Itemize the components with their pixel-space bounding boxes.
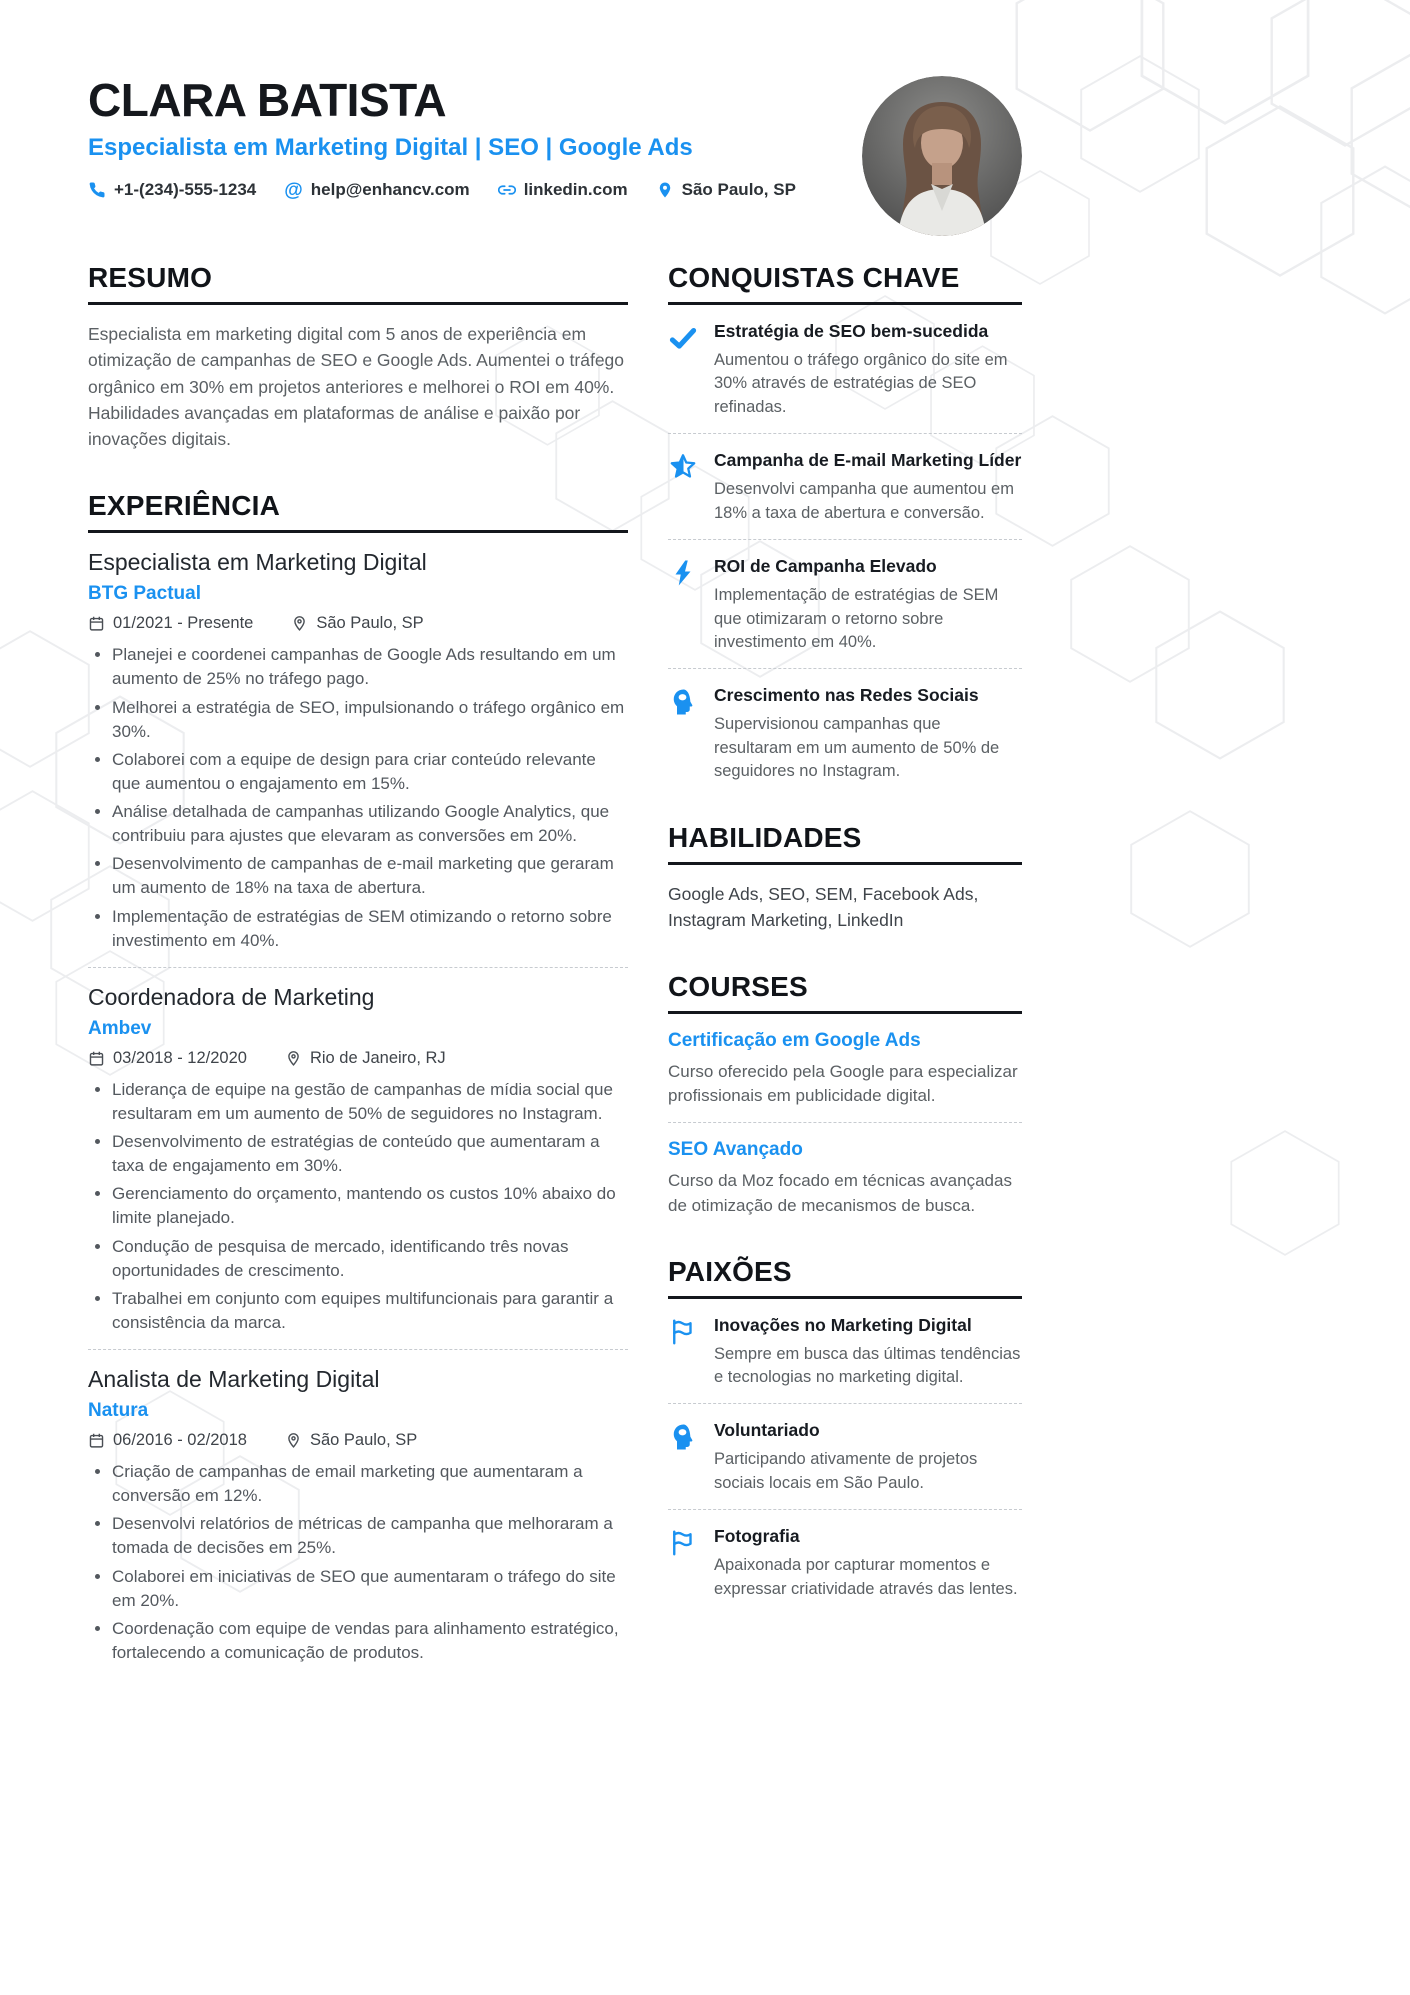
passion-separator xyxy=(668,1403,1022,1404)
resumo-heading: RESUMO xyxy=(88,262,628,305)
contact-email-text: help@enhancv.com xyxy=(310,180,470,200)
achievement-title: Campanha de E-mail Marketing Líder xyxy=(714,450,1022,471)
bullet-item: • Liderança de equipe na gestão de campanhas de mídia social que resultaram em um aumento de 50% de seguidores no Instagram. xyxy=(112,1078,628,1126)
job-bullets xyxy=(88,643,628,953)
course-title: SEO Avançado xyxy=(668,1139,803,1161)
job-bullets xyxy=(88,1078,628,1335)
passion-desc: Participando ativamente de projetos sociais locais em São Paulo. xyxy=(714,1450,978,1492)
bolt-icon xyxy=(668,558,698,588)
flag-icon xyxy=(668,1528,698,1558)
job-entry xyxy=(88,549,628,953)
check-icon xyxy=(668,323,698,353)
star-icon xyxy=(668,452,698,482)
habilidades-heading: HABILIDADES xyxy=(668,822,1022,865)
job-location xyxy=(291,614,423,633)
passion-item xyxy=(668,1526,1022,1601)
pin-icon xyxy=(285,1432,302,1449)
course-title: Certificação em Google Ads xyxy=(668,1030,921,1052)
pin-icon xyxy=(285,1050,302,1067)
hexagon-shape xyxy=(1230,1130,1340,1256)
job-dates-text: 06/2016 - 02/2018 xyxy=(113,1431,247,1449)
contact-phone[interactable] xyxy=(88,180,256,200)
bullet-item: • Desenvolvimento de campanhas de e-mail marketing que geraram um aumento de 18% na taxa de abertura. xyxy=(112,852,628,900)
section-conquistas xyxy=(668,262,1022,784)
resumo-text: Especialista em marketing digital com 5 anos de experiência em otimização de campanhas de SEO e Google Ads. Aumentei o tráfego orgânico em 30% em projetos anteriores e melhorei o ROI em 40%. Habilidades avançadas em plataformas de análise e paixão por inovações digitais. xyxy=(88,324,625,449)
job-meta xyxy=(88,1431,628,1450)
contact-email[interactable] xyxy=(284,180,469,200)
right-column xyxy=(668,262,1022,1703)
bullet-item: • Coordenação com equipe de vendas para alinhamento estratégico, fortalecendo a comunicação de produtos. xyxy=(112,1617,628,1665)
job-title: Analista de Marketing Digital xyxy=(88,1366,380,1392)
job-bullets xyxy=(88,1460,628,1665)
bullet-item: • Condução de pesquisa de mercado, identificando três novas oportunidades de crescimento. xyxy=(112,1235,628,1283)
passion-title: Fotografia xyxy=(714,1526,800,1547)
achievement-desc: Supervisionou campanhas que resultaram em um aumento de 50% de seguidores no Instagram. xyxy=(714,715,1000,781)
job-title: Coordenadora de Marketing xyxy=(88,983,375,1010)
job-company: Natura xyxy=(88,1400,149,1421)
bullet-item: • Planejei e coordenei campanhas de Google Ads resultando em um aumento de 25% no tráfego pago. xyxy=(112,643,628,691)
achievement-desc: Aumentou o tráfego orgânico do site em 30% através de estratégias de SEO refinadas. xyxy=(714,351,1008,416)
job-dates xyxy=(88,1431,247,1450)
contact-phone-text: +1-(234)-555-1234 xyxy=(114,180,257,200)
achievement-separator xyxy=(668,433,1022,434)
job-company: Ambev xyxy=(88,1017,152,1039)
job-location xyxy=(285,1049,446,1068)
job-meta xyxy=(88,614,628,633)
course-desc: Curso da Moz focado em técnicas avançadas de otimização de mecanismos de busca. xyxy=(668,1171,1012,1215)
section-experiencia xyxy=(88,490,628,1665)
job-meta xyxy=(88,1049,628,1068)
candidate-name: CLARA BATISTA xyxy=(88,74,447,126)
job-entry xyxy=(88,1366,628,1665)
candidate-headline: Especialista em Marketing Digital | SEO | Google Ads xyxy=(88,134,693,162)
bullet-item: • Colaborei em iniciativas de SEO que aumentaram o tráfego do site em 20%. xyxy=(112,1565,628,1613)
contact-linkedin-text: linkedin.com xyxy=(523,180,628,200)
achievement-item xyxy=(668,556,1022,654)
job-title: Especialista em Marketing Digital xyxy=(88,549,427,576)
job-entry xyxy=(88,984,628,1335)
paixoes-heading: PAIXÕES xyxy=(668,1256,1022,1299)
section-habilidades xyxy=(668,822,1022,934)
course-item xyxy=(668,1030,1022,1108)
course-separator xyxy=(668,1122,1022,1123)
passion-title: Inovações no Marketing Digital xyxy=(714,1314,972,1335)
contact-location-text: São Paulo, SP xyxy=(681,180,796,200)
achievement-title: ROI de Campanha Elevado xyxy=(714,556,937,577)
portrait-image xyxy=(862,76,1022,236)
at-icon: @ xyxy=(284,179,303,201)
bullet-item: • Trabalhei em conjunto com equipes multifuncionais para garantir a consistência da marca. xyxy=(112,1287,628,1335)
location-icon xyxy=(656,181,674,199)
courses-heading: COURSES xyxy=(668,971,1022,1014)
passion-desc: Apaixonada por capturar momentos e expressar criatividade através das lentes. xyxy=(714,1556,1018,1598)
flag-icon xyxy=(668,1317,698,1347)
job-dates-text: 01/2021 - Presente xyxy=(113,614,254,633)
course-item xyxy=(668,1139,1022,1217)
calendar-icon xyxy=(88,1050,105,1067)
calendar-icon xyxy=(88,1432,105,1449)
experiencia-heading: EXPERIÊNCIA xyxy=(88,490,628,533)
job-location-text: São Paulo, SP xyxy=(316,614,424,633)
bullet-item: • Análise detalhada de campanhas utilizando Google Analytics, que contribuiu para ajustes que elevaram as conversões em 20%. xyxy=(112,800,628,848)
job-separator xyxy=(88,1349,628,1350)
job-company: BTG Pactual xyxy=(88,583,201,605)
bullet-item: • Colaborei com a equipe de design para criar conteúdo relevante que aumentou o engajamento em 15%. xyxy=(112,748,628,796)
hexagon-shape xyxy=(1320,165,1410,315)
section-paixoes xyxy=(668,1256,1022,1602)
achievement-item xyxy=(668,450,1022,525)
passion-item xyxy=(668,1315,1022,1390)
link-icon xyxy=(498,181,516,199)
calendar-icon xyxy=(88,615,105,632)
contact-location xyxy=(656,180,796,200)
achievement-item xyxy=(668,685,1022,783)
achievement-separator xyxy=(668,668,1022,669)
job-dates xyxy=(88,614,253,633)
section-resumo xyxy=(88,262,628,452)
head-icon xyxy=(668,687,698,717)
contact-linkedin[interactable] xyxy=(498,180,628,200)
bullet-item: • Desenvolvimento de estratégias de conteúdo que aumentaram a taxa de engajamento em 30%. xyxy=(112,1130,628,1178)
profile-photo xyxy=(862,76,1022,236)
pin-icon xyxy=(291,615,308,632)
bullet-item: • Desenvolvi relatórios de métricas de campanha que melhoraram a tomada de decisões em 25%. xyxy=(112,1512,628,1560)
hexagon-shape xyxy=(1080,55,1200,193)
section-courses xyxy=(668,971,1022,1218)
achievement-title: Estratégia de SEO bem-sucedida xyxy=(714,321,989,341)
left-column xyxy=(88,262,628,1703)
hexagon-shape xyxy=(1130,810,1250,948)
job-dates-text: 03/2018 - 12/2020 xyxy=(113,1048,247,1067)
conquistas-heading: CONQUISTAS CHAVE xyxy=(668,262,1022,305)
passion-item xyxy=(668,1420,1022,1495)
contact-row xyxy=(88,180,848,200)
skills-list: Google Ads, SEO, SEM, Facebook Ads, Instagram Marketing, LinkedIn xyxy=(668,883,979,930)
passion-title: Voluntariado xyxy=(714,1420,820,1441)
passion-desc: Sempre em busca das últimas tendências e tecnologias no marketing digital. xyxy=(714,1344,1021,1387)
bullet-item: • Criação de campanhas de email marketing que aumentaram a conversão em 12%. xyxy=(112,1460,628,1508)
course-desc: Curso oferecido pela Google para especializar profissionais em publicidade digital. xyxy=(668,1062,1018,1106)
passion-separator xyxy=(668,1509,1022,1510)
bullet-item: • Gerenciamento do orçamento, mantendo os custos 10% abaixo do limite planejado. xyxy=(112,1182,628,1230)
job-location-text: Rio de Janeiro, RJ xyxy=(309,1048,446,1067)
achievement-title: Crescimento nas Redes Sociais xyxy=(714,685,979,706)
hexagon-shape xyxy=(1155,610,1285,760)
achievement-separator xyxy=(668,539,1022,540)
job-location xyxy=(285,1431,417,1450)
job-separator xyxy=(88,967,628,968)
phone-icon xyxy=(88,181,106,199)
achievement-desc: Implementação de estratégias de SEM que otimizaram o retorno sobre investimento em 40%. xyxy=(714,586,999,651)
job-location-text: São Paulo, SP xyxy=(309,1431,418,1449)
bullet-item: • Melhorei a estratégia de SEO, impulsionando o tráfego orgânico em 30%. xyxy=(112,696,628,744)
job-dates xyxy=(88,1049,247,1068)
bullet-item: • Implementação de estratégias de SEM otimizando o retorno sobre investimento em 40%. xyxy=(112,905,628,953)
achievement-item xyxy=(668,321,1022,419)
achievement-desc: Desenvolvi campanha que aumentou em 18% a taxa de abertura e conversão. xyxy=(714,480,1014,522)
head-icon xyxy=(668,1422,698,1452)
header xyxy=(88,76,848,200)
